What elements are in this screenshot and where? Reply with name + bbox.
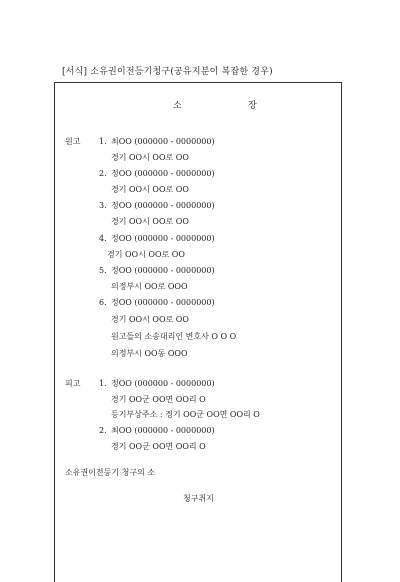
plaintiff-6-address: 경기 OO시 OO로 OO — [111, 315, 189, 324]
title-char-1: 소 — [173, 101, 182, 111]
plaintiff-label: 원고 — [65, 137, 81, 146]
plaintiff-1-name: 최OO (000000 - 0000000) — [111, 137, 215, 146]
case-name: 소유권이전등기 청구의 소 — [65, 468, 156, 477]
defendant-1-num: 1. — [99, 379, 107, 388]
attorney: 원고들의 소송대리인 변호사 O O O — [111, 332, 237, 341]
title-char-2: 장 — [248, 101, 257, 111]
plaintiff-4-address: 경기 OO시 OO로 OO — [107, 250, 185, 259]
plaintiff-4-num: 4. — [99, 234, 107, 243]
plaintiff-2-name: 정OO (000000 - 0000000) — [111, 169, 215, 178]
plaintiff-6-num: 6. — [99, 298, 107, 307]
plaintiff-1-address: 경기 OO시 OO로 OO — [111, 153, 189, 162]
defendant-label: 피고 — [65, 379, 81, 388]
plaintiff-4-name: 정OO (000000 - 0000000) — [111, 234, 215, 243]
plaintiff-3-name: 정OO (000000 - 0000000) — [111, 201, 215, 210]
plaintiff-2-num: 2. — [99, 169, 107, 178]
complaint-document — [54, 82, 342, 582]
plaintiff-5-name: 정OO (000000 - 0000000) — [111, 266, 215, 275]
plaintiff-1-num: 1. — [99, 137, 107, 146]
defendant-2-name: 최OO (000000 - 0000000) — [111, 426, 215, 435]
plaintiff-2-address: 경기 OO시 OO로 OO — [111, 185, 189, 194]
plaintiff-3-num: 3. — [99, 201, 107, 210]
claim-heading: 청구취지 — [183, 494, 214, 503]
defendant-1-registry-address: 등기부상주소 : 경기 OO군 OO면 OO리 O — [111, 410, 260, 419]
defendant-1-address: 경기 OO군 OO면 OO리 O — [111, 395, 206, 404]
defendant-2-address: 경기 OO군 OO면 OO리 O — [111, 442, 206, 451]
defendant-1-name: 정OO (000000 - 0000000) — [111, 379, 215, 388]
plaintiff-6-name: 정OO (000000 - 0000000) — [111, 298, 215, 307]
plaintiff-5-address: 의정부시 OO로 OOO — [111, 282, 188, 291]
form-header: [서식] 소유권이전등기청구(공유지분이 복잡한 경우) — [62, 67, 273, 77]
plaintiff-5-num: 5. — [99, 266, 107, 275]
defendant-2-num: 2. — [99, 426, 107, 435]
plaintiff-3-address: 경기 OO시 OO로 OO — [111, 217, 189, 226]
attorney-address: 의정부시 OO동 OOO — [111, 349, 188, 358]
